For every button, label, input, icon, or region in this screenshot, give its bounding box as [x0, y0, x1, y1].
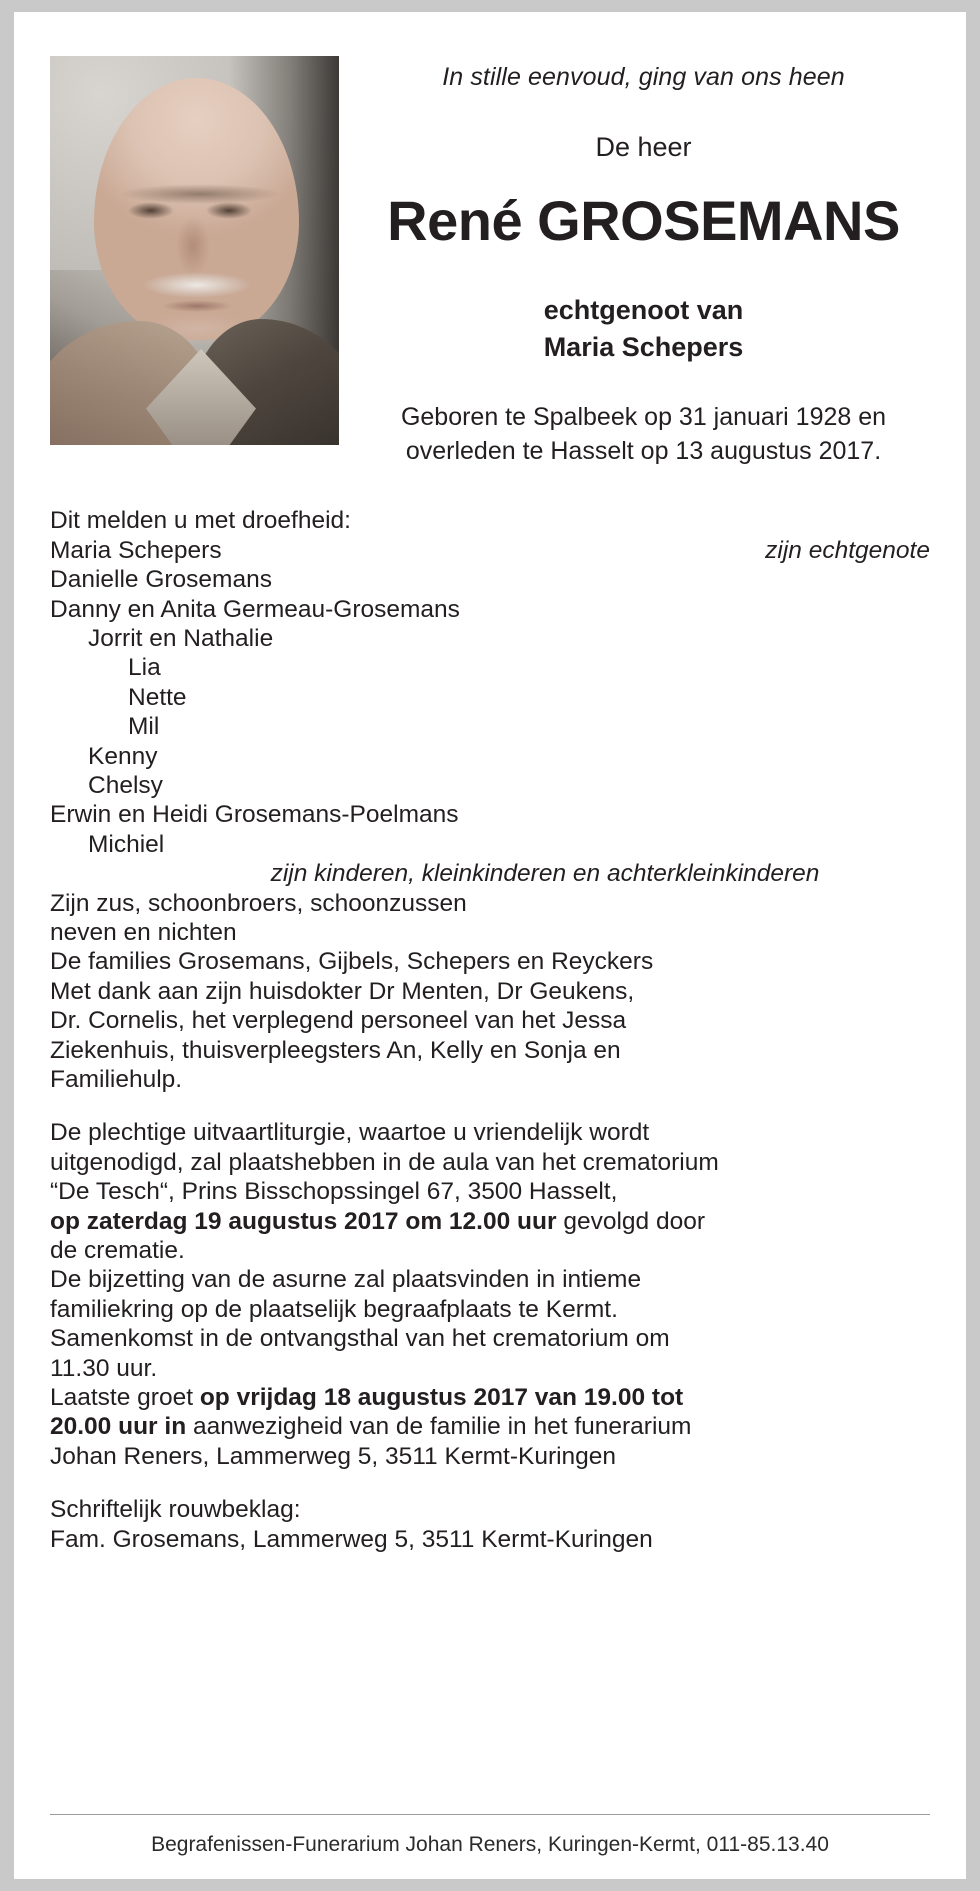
service-line-6: De bijzetting van de asurne zal plaatsvinden in intieme — [50, 1266, 642, 1294]
portrait-photo — [50, 56, 339, 445]
header-text-block — [339, 46, 930, 468]
family-member-row — [50, 595, 930, 624]
service-line-2: uitgenodigd, zal plaatshebben in de aula van het crematorium — [50, 1148, 719, 1176]
service-line-4-rest: gevolgd door — [556, 1207, 705, 1235]
family-member-name: Mil — [128, 713, 160, 741]
service-line-9: 11.30 uur. — [50, 1354, 158, 1382]
funeral-home-address: Johan Reners, Lammerweg 5, 3511 Kermt-Kuringen — [50, 1442, 617, 1470]
relatives-list — [50, 889, 930, 1095]
spouse-block — [365, 292, 922, 364]
service-line-1: De plechtige uitvaartliturgie, waartoe u vriendelijk wordt — [50, 1119, 650, 1147]
lead-phrase: In stille eenvoud, ging van ons heen — [442, 63, 845, 91]
family-member-name: Danny en Anita Germeau-Grosemans — [50, 595, 460, 623]
birth-death-dates: Geboren te Spalbeek op 31 januari 1928 en overleden te Hasselt op 13 augustus 2017. — [400, 402, 887, 465]
photo-brow — [120, 184, 280, 204]
photo-mustache — [142, 272, 252, 298]
family-member-row — [50, 565, 930, 594]
condolences-address: Fam. Grosemans, Lammerweg 5, 3511 Kermt-Kuringen — [50, 1525, 653, 1553]
spacer — [50, 1094, 930, 1118]
relatives-line: De families Grosemans, Gijbels, Schepers en Reyckers — [50, 948, 654, 976]
service-line-4 — [50, 1207, 930, 1236]
photo-eye-right — [206, 202, 252, 219]
family-member-row — [50, 830, 930, 859]
relatives-line: Zijn zus, schoonbroers, schoonzussen — [50, 889, 467, 917]
family-member-row — [50, 624, 930, 653]
card-body — [14, 506, 966, 1554]
family-member-row — [50, 771, 930, 800]
service-line-7: familiekring op de plaatselijk begraafplaats te Kermt. — [50, 1295, 618, 1323]
spouse-row-name: Maria Schepers — [50, 536, 222, 564]
footer-divider — [50, 1814, 930, 1815]
family-member-name: Nette — [128, 683, 187, 711]
service-line-5: de crematie. — [50, 1237, 185, 1265]
spouse-row — [50, 536, 930, 565]
service-line-11-rest: aanwezigheid van de familie in het funerarium — [186, 1413, 692, 1441]
family-member-row — [50, 653, 930, 682]
card-header — [14, 12, 966, 468]
service-line-10 — [50, 1383, 930, 1412]
last-greeting-label: Laatste groet — [50, 1384, 200, 1412]
family-member-name: Erwin en Heidi Grosemans-Poelmans — [50, 801, 459, 829]
children-note: zijn kinderen, kleinkinderen en achterkleinkinderen — [270, 860, 820, 888]
service-date-time: op zaterdag 19 augustus 2017 om 12.00 uur — [50, 1207, 557, 1235]
service-line-11 — [50, 1412, 930, 1441]
family-member-name: Michiel — [88, 830, 165, 858]
family-member-name: Jorrit en Nathalie — [88, 624, 274, 652]
spouse-role-note: zijn echtgenote — [765, 536, 930, 564]
family-member-row — [50, 800, 930, 829]
last-greeting-datetime: op vrijdag 18 augustus 2017 van 19.00 tot — [199, 1384, 684, 1412]
family-member-row — [50, 683, 930, 712]
photo-nose — [176, 216, 210, 276]
family-member-name: Kenny — [88, 742, 158, 770]
last-greeting-end-time: 20.00 uur in — [50, 1413, 187, 1441]
footer-credit: Begrafenissen-Funerarium Johan Reners, Kuringen-Kermt, 011-85.13.40 — [151, 1833, 829, 1856]
family-list — [50, 565, 930, 859]
obituary-card — [14, 12, 966, 1879]
announcement-intro-text: Dit melden u met droefheid: — [50, 507, 351, 535]
service-line-8: Samenkomst in de ontvangsthal van het crematorium om — [50, 1325, 670, 1353]
salutation: De heer — [595, 132, 692, 163]
spouse-name: Maria Schepers — [543, 331, 744, 362]
family-member-name: Lia — [128, 654, 161, 682]
condolences-title: Schriftelijk rouwbeklag: — [50, 1496, 301, 1524]
deceased-name: René GROSEMANS — [387, 188, 900, 252]
spouse-prefix: echtgenoot van — [543, 295, 744, 326]
relatives-line: neven en nichten — [50, 918, 237, 946]
family-member-name: Chelsy — [88, 771, 163, 799]
announcement-intro — [50, 506, 930, 535]
photo-eye-left — [128, 202, 174, 219]
relatives-line: Met dank aan zijn huisdokter Dr Menten, Dr Geukens, — [50, 977, 635, 1005]
family-member-name: Danielle Grosemans — [50, 566, 272, 594]
relatives-line: Dr. Cornelis, het verplegend personeel van het Jessa — [50, 1007, 627, 1035]
relatives-line: Ziekenhuis, thuisverpleegsters An, Kelly en Sonja en — [50, 1036, 621, 1064]
spacer-2 — [50, 1471, 930, 1495]
service-line-3: “De Tesch“, Prins Bisschopssingel 67, 3500 Hasselt, — [50, 1178, 618, 1206]
family-member-row — [50, 742, 930, 771]
relatives-line: Familiehulp. — [50, 1066, 183, 1093]
photo-mouth — [162, 300, 232, 312]
family-member-row — [50, 712, 930, 741]
